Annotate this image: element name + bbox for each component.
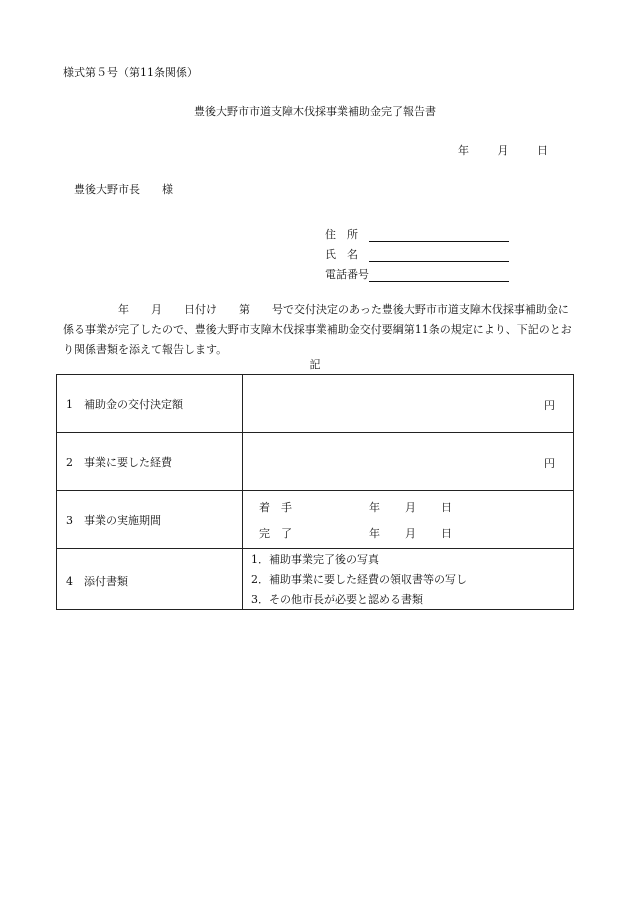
report-date bbox=[458, 144, 548, 158]
report-table bbox=[56, 374, 574, 610]
body-line-1: 年 月 日付け 第 号で交付決定のあった豊後大野市市道支障木伐採事補助金に bbox=[118, 303, 569, 316]
body-line-2: 係る事業が完了したので、豊後大野市支障木伐採事業補助金交付要綱第11条の規定により、下記のとお bbox=[63, 323, 572, 336]
table-row bbox=[57, 491, 574, 549]
body-line-3: り関係書類を添えて報告します。 bbox=[63, 343, 228, 356]
table-row bbox=[57, 433, 574, 491]
phone-row bbox=[325, 262, 509, 282]
date-year: 年 bbox=[458, 144, 469, 157]
name-row bbox=[325, 242, 509, 262]
report-body-text bbox=[63, 300, 575, 360]
phone-field[interactable] bbox=[369, 269, 509, 282]
document-title: 豊後大野市市道支障木伐採事業補助金完了報告書 bbox=[194, 105, 436, 118]
table-row bbox=[57, 375, 574, 433]
period-label: 3 事業の実施期間 bbox=[57, 491, 243, 549]
attachments-list bbox=[243, 549, 574, 610]
period-field bbox=[243, 491, 574, 549]
start-month: 月 bbox=[405, 500, 416, 514]
address-label: 住 所 bbox=[325, 228, 358, 241]
ki-heading: 記 bbox=[309, 358, 321, 371]
start-label: 着 手 bbox=[259, 500, 292, 514]
attachment-item: 3．その他市長が必要と認める書類 bbox=[251, 593, 423, 606]
yen-unit: 円 bbox=[544, 399, 555, 412]
name-field[interactable] bbox=[369, 249, 509, 262]
start-row[interactable] bbox=[243, 494, 573, 520]
project-cost-field[interactable] bbox=[243, 433, 574, 491]
name-label: 氏 名 bbox=[325, 248, 358, 261]
end-month: 月 bbox=[405, 526, 416, 540]
date-month: 月 bbox=[497, 144, 509, 157]
table-row bbox=[57, 549, 574, 610]
attachment-item: 2．補助事業に要した経費の領収書等の写し bbox=[251, 573, 467, 586]
address-field[interactable] bbox=[369, 229, 509, 242]
start-day: 日 bbox=[441, 500, 452, 514]
start-year: 年 bbox=[369, 500, 380, 514]
attachment-item: 1．補助事業完了後の写真 bbox=[251, 553, 379, 566]
grant-amount-label: 1 補助金の交付決定額 bbox=[57, 375, 243, 433]
form-number: 様式第５号（第11条関係） bbox=[63, 66, 198, 79]
end-year: 年 bbox=[369, 526, 380, 540]
yen-unit: 円 bbox=[544, 457, 555, 470]
end-day: 日 bbox=[441, 526, 452, 540]
addressee: 豊後大野市長 様 bbox=[74, 183, 173, 196]
end-label: 完 了 bbox=[259, 526, 292, 540]
attachments-label: 4 添付書類 bbox=[57, 549, 243, 610]
applicant-block bbox=[325, 222, 509, 282]
date-day: 日 bbox=[537, 144, 548, 157]
end-row[interactable] bbox=[243, 520, 573, 546]
phone-label: 電話番号 bbox=[325, 268, 369, 281]
grant-amount-field[interactable] bbox=[243, 375, 574, 433]
address-row bbox=[325, 222, 509, 242]
project-cost-label: 2 事業に要した経費 bbox=[57, 433, 243, 491]
